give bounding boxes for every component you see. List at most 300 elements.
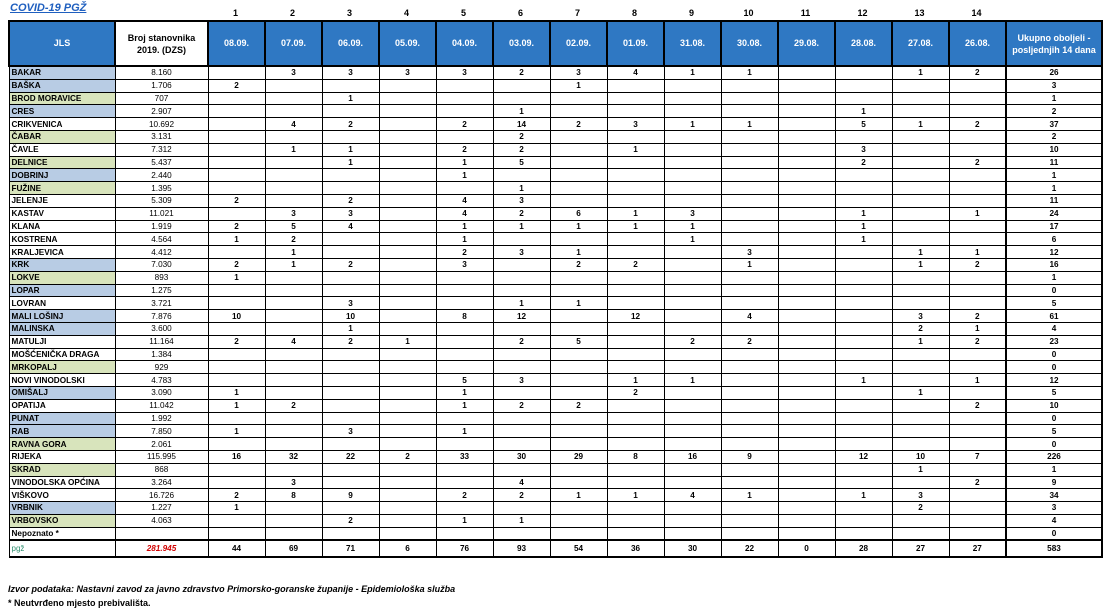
table-row xyxy=(9,271,1102,284)
case-count: 1 xyxy=(835,220,892,233)
case-count xyxy=(949,386,1006,399)
case-count xyxy=(721,79,778,92)
case-count xyxy=(721,182,778,195)
case-count xyxy=(208,169,265,182)
case-count xyxy=(607,130,664,143)
case-count: 1 xyxy=(265,143,322,156)
case-count: 1 xyxy=(208,233,265,246)
case-count: 1 xyxy=(664,374,721,387)
case-count xyxy=(322,527,379,540)
case-count xyxy=(664,92,721,105)
total-cases: 9 xyxy=(1006,476,1102,489)
case-count xyxy=(721,399,778,412)
column-number-row xyxy=(0,8,1024,20)
case-count: 3 xyxy=(835,143,892,156)
header-date: 08.09. xyxy=(208,21,265,66)
case-count xyxy=(493,322,550,335)
case-count xyxy=(493,79,550,92)
population-value: 3.721 xyxy=(115,297,208,310)
case-count: 3 xyxy=(664,207,721,220)
total-cases: 16 xyxy=(1006,258,1102,271)
case-count xyxy=(949,194,1006,207)
case-count xyxy=(379,258,436,271)
case-count xyxy=(379,361,436,374)
case-count xyxy=(664,386,721,399)
case-count: 2 xyxy=(550,399,607,412)
case-count: 2 xyxy=(208,194,265,207)
case-count xyxy=(664,527,721,540)
total-cases: 2 xyxy=(1006,105,1102,118)
case-count: 1 xyxy=(892,335,949,348)
population-value: 2.440 xyxy=(115,169,208,182)
case-count: 12 xyxy=(607,310,664,323)
case-count: 1 xyxy=(835,207,892,220)
case-count: 2 xyxy=(493,143,550,156)
municipality-name: KLANA xyxy=(9,220,115,233)
case-count: 4 xyxy=(607,66,664,79)
case-count: 1 xyxy=(436,425,493,438)
case-count xyxy=(664,502,721,515)
municipality-name: MRKOPALJ xyxy=(9,361,115,374)
case-count xyxy=(265,310,322,323)
case-count xyxy=(949,463,1006,476)
case-count: 1 xyxy=(208,386,265,399)
sum-case-count: 44 xyxy=(208,540,265,557)
case-count xyxy=(892,169,949,182)
case-count: 1 xyxy=(835,374,892,387)
case-count: 16 xyxy=(208,450,265,463)
population-value: 1.275 xyxy=(115,284,208,297)
total-cases: 1 xyxy=(1006,463,1102,476)
case-count xyxy=(778,169,835,182)
case-count xyxy=(721,412,778,425)
case-count xyxy=(322,246,379,259)
case-count xyxy=(379,207,436,220)
case-count xyxy=(550,271,607,284)
case-count xyxy=(493,425,550,438)
case-count: 12 xyxy=(493,310,550,323)
header-population: Broj stanovnika 2019. (DZS) xyxy=(115,21,208,66)
case-count: 2 xyxy=(208,489,265,502)
case-count: 2 xyxy=(550,118,607,131)
case-count xyxy=(778,297,835,310)
case-count xyxy=(436,502,493,515)
case-count xyxy=(208,130,265,143)
case-count xyxy=(664,361,721,374)
case-count: 3 xyxy=(493,374,550,387)
case-count: 14 xyxy=(493,118,550,131)
case-count xyxy=(379,386,436,399)
case-count xyxy=(265,79,322,92)
column-number: 11 xyxy=(800,8,811,18)
case-count xyxy=(208,514,265,527)
municipality-name: BAŠKA xyxy=(9,79,115,92)
case-count xyxy=(778,66,835,79)
case-count xyxy=(664,258,721,271)
municipality-name: OPATIJA xyxy=(9,399,115,412)
case-count xyxy=(721,476,778,489)
case-count xyxy=(949,297,1006,310)
case-count xyxy=(835,527,892,540)
population-value: 11.164 xyxy=(115,335,208,348)
case-count xyxy=(208,348,265,361)
case-count: 1 xyxy=(892,463,949,476)
case-count xyxy=(607,194,664,207)
case-count xyxy=(379,169,436,182)
case-count xyxy=(778,220,835,233)
case-count: 8 xyxy=(436,310,493,323)
municipality-name: VIŠKOVO xyxy=(9,489,115,502)
case-count xyxy=(778,310,835,323)
case-count xyxy=(892,399,949,412)
case-count xyxy=(778,322,835,335)
table-row xyxy=(9,156,1102,169)
case-count xyxy=(949,79,1006,92)
population-value: 7.876 xyxy=(115,310,208,323)
case-count xyxy=(664,271,721,284)
total-cases: 1 xyxy=(1006,169,1102,182)
table-row xyxy=(9,527,1102,540)
case-count: 3 xyxy=(322,297,379,310)
population-value: 929 xyxy=(115,361,208,374)
column-number: 14 xyxy=(971,8,982,18)
case-count: 5 xyxy=(265,220,322,233)
case-count: 29 xyxy=(550,450,607,463)
case-count: 1 xyxy=(436,386,493,399)
case-count xyxy=(721,297,778,310)
case-count xyxy=(721,130,778,143)
table-row xyxy=(9,66,1102,79)
case-count xyxy=(607,297,664,310)
case-count xyxy=(607,271,664,284)
column-number: 7 xyxy=(574,8,580,18)
case-count xyxy=(550,514,607,527)
total-cases: 6 xyxy=(1006,233,1102,246)
population-value: 3.600 xyxy=(115,322,208,335)
population-value: 1.384 xyxy=(115,348,208,361)
case-count xyxy=(265,297,322,310)
population-value: 7.850 xyxy=(115,425,208,438)
case-count: 1 xyxy=(493,105,550,118)
footnote: * Neutvrđeno mjesto prebivališta. xyxy=(8,598,151,608)
case-count xyxy=(208,246,265,259)
case-count: 3 xyxy=(550,66,607,79)
case-count xyxy=(892,374,949,387)
case-count xyxy=(778,258,835,271)
case-count xyxy=(493,361,550,374)
case-count: 1 xyxy=(550,220,607,233)
case-count xyxy=(778,105,835,118)
case-count xyxy=(721,386,778,399)
sum-population: 281.945 xyxy=(115,540,208,557)
case-count: 1 xyxy=(208,399,265,412)
case-count xyxy=(949,502,1006,515)
case-count xyxy=(835,169,892,182)
case-count xyxy=(436,335,493,348)
table-row xyxy=(9,399,1102,412)
table-row xyxy=(9,79,1102,92)
case-count xyxy=(607,438,664,451)
total-cases: 12 xyxy=(1006,246,1102,259)
case-count xyxy=(664,322,721,335)
case-count xyxy=(265,194,322,207)
municipality-name: KOSTRENA xyxy=(9,233,115,246)
case-count xyxy=(265,322,322,335)
table-body xyxy=(9,66,1102,557)
case-count xyxy=(208,284,265,297)
case-count: 2 xyxy=(322,514,379,527)
case-count xyxy=(265,361,322,374)
case-count xyxy=(493,258,550,271)
case-count xyxy=(721,463,778,476)
case-count xyxy=(379,156,436,169)
case-count xyxy=(949,271,1006,284)
case-count: 1 xyxy=(664,118,721,131)
case-count xyxy=(892,271,949,284)
table-row xyxy=(9,143,1102,156)
case-count xyxy=(322,361,379,374)
header-date: 30.08. xyxy=(721,21,778,66)
case-count: 1 xyxy=(379,335,436,348)
case-count xyxy=(436,182,493,195)
case-count xyxy=(493,271,550,284)
case-count: 2 xyxy=(607,258,664,271)
table-row xyxy=(9,258,1102,271)
total-cases: 10 xyxy=(1006,399,1102,412)
case-count xyxy=(322,271,379,284)
header-date: 01.09. xyxy=(607,21,664,66)
case-count xyxy=(607,412,664,425)
case-count xyxy=(436,271,493,284)
case-count xyxy=(550,233,607,246)
case-count: 1 xyxy=(949,374,1006,387)
case-count: 2 xyxy=(949,476,1006,489)
sum-case-count: 22 xyxy=(721,540,778,557)
case-count xyxy=(664,310,721,323)
population-value: 3.090 xyxy=(115,386,208,399)
table-row xyxy=(9,322,1102,335)
case-count: 16 xyxy=(664,450,721,463)
case-count xyxy=(721,514,778,527)
municipality-name: RIJEKA xyxy=(9,450,115,463)
case-count xyxy=(265,514,322,527)
case-count xyxy=(778,476,835,489)
case-count xyxy=(835,399,892,412)
sum-case-count: 76 xyxy=(436,540,493,557)
case-count xyxy=(379,182,436,195)
case-count xyxy=(265,271,322,284)
case-count: 3 xyxy=(322,66,379,79)
sum-case-count: 28 xyxy=(835,540,892,557)
case-count: 1 xyxy=(949,207,1006,220)
table-row xyxy=(9,284,1102,297)
municipality-name: CRIKVENICA xyxy=(9,118,115,131)
total-cases: 11 xyxy=(1006,194,1102,207)
case-count: 2 xyxy=(892,502,949,515)
case-count: 3 xyxy=(721,246,778,259)
case-count xyxy=(949,92,1006,105)
total-cases: 1 xyxy=(1006,182,1102,195)
case-count: 1 xyxy=(436,399,493,412)
case-count xyxy=(778,207,835,220)
case-count xyxy=(550,284,607,297)
table-row xyxy=(9,246,1102,259)
case-count xyxy=(607,425,664,438)
case-count xyxy=(835,258,892,271)
municipality-name: DELNICE xyxy=(9,156,115,169)
table-row xyxy=(9,207,1102,220)
population-value: 4.412 xyxy=(115,246,208,259)
case-count xyxy=(835,130,892,143)
table-row xyxy=(9,374,1102,387)
municipality-name: LOKVE xyxy=(9,271,115,284)
case-count xyxy=(436,79,493,92)
case-count: 1 xyxy=(607,374,664,387)
case-count xyxy=(208,92,265,105)
case-count xyxy=(265,438,322,451)
case-count: 3 xyxy=(493,246,550,259)
case-count: 2 xyxy=(322,118,379,131)
total-cases: 5 xyxy=(1006,425,1102,438)
case-count xyxy=(778,130,835,143)
case-count: 1 xyxy=(436,169,493,182)
case-count: 10 xyxy=(208,310,265,323)
case-count xyxy=(949,412,1006,425)
case-count xyxy=(892,527,949,540)
case-count: 1 xyxy=(208,271,265,284)
municipality-name: LOVRAN xyxy=(9,297,115,310)
case-count xyxy=(778,233,835,246)
case-count: 2 xyxy=(949,156,1006,169)
case-count xyxy=(949,220,1006,233)
case-count: 1 xyxy=(607,489,664,502)
municipality-name: KRK xyxy=(9,258,115,271)
case-count xyxy=(892,361,949,374)
case-count xyxy=(436,361,493,374)
case-count xyxy=(892,194,949,207)
case-count xyxy=(265,105,322,118)
municipality-name: ČAVLE xyxy=(9,143,115,156)
table-row xyxy=(9,386,1102,399)
case-count xyxy=(379,310,436,323)
case-count xyxy=(892,412,949,425)
page-title: COVID-19 PGŽ xyxy=(10,2,87,14)
case-count xyxy=(892,220,949,233)
case-count: 1 xyxy=(607,207,664,220)
case-count xyxy=(379,425,436,438)
case-count xyxy=(892,476,949,489)
case-count xyxy=(607,79,664,92)
table-row xyxy=(9,438,1102,451)
case-count xyxy=(778,514,835,527)
case-count xyxy=(379,130,436,143)
case-count xyxy=(265,374,322,387)
case-count: 1 xyxy=(664,66,721,79)
total-cases: 23 xyxy=(1006,335,1102,348)
case-count: 10 xyxy=(892,450,949,463)
case-count xyxy=(379,79,436,92)
case-count: 1 xyxy=(436,156,493,169)
case-count: 10 xyxy=(322,310,379,323)
table-row xyxy=(9,130,1102,143)
case-count xyxy=(493,527,550,540)
case-count xyxy=(721,348,778,361)
case-count xyxy=(721,271,778,284)
population-value: 2.907 xyxy=(115,105,208,118)
case-count: 1 xyxy=(721,489,778,502)
case-count: 1 xyxy=(322,322,379,335)
case-count xyxy=(892,207,949,220)
case-count: 3 xyxy=(265,476,322,489)
case-count: 2 xyxy=(493,66,550,79)
case-count xyxy=(778,79,835,92)
total-cases: 0 xyxy=(1006,438,1102,451)
case-count xyxy=(607,246,664,259)
case-count: 1 xyxy=(835,233,892,246)
population-value: 11.042 xyxy=(115,399,208,412)
case-count xyxy=(208,527,265,540)
case-count: 1 xyxy=(949,322,1006,335)
case-count xyxy=(949,169,1006,182)
case-count xyxy=(892,182,949,195)
municipality-name: VRBNIK xyxy=(9,502,115,515)
case-count xyxy=(949,489,1006,502)
case-count xyxy=(607,284,664,297)
case-count xyxy=(550,527,607,540)
header-date: 06.09. xyxy=(322,21,379,66)
covid-cases-table xyxy=(8,20,1103,558)
case-count xyxy=(379,412,436,425)
case-count: 1 xyxy=(835,489,892,502)
case-count xyxy=(379,322,436,335)
case-count xyxy=(208,143,265,156)
case-count xyxy=(892,233,949,246)
sum-case-count: 93 xyxy=(493,540,550,557)
column-number: 8 xyxy=(631,8,637,18)
case-count xyxy=(835,310,892,323)
case-count xyxy=(550,463,607,476)
case-count xyxy=(493,92,550,105)
case-count xyxy=(778,399,835,412)
case-count xyxy=(379,297,436,310)
case-count xyxy=(778,118,835,131)
case-count xyxy=(550,169,607,182)
case-count xyxy=(607,233,664,246)
case-count: 4 xyxy=(721,310,778,323)
case-count xyxy=(550,92,607,105)
population-value: 707 xyxy=(115,92,208,105)
case-count xyxy=(379,220,436,233)
case-count xyxy=(550,502,607,515)
case-count: 2 xyxy=(493,130,550,143)
case-count: 3 xyxy=(436,258,493,271)
case-count xyxy=(265,463,322,476)
case-count: 1 xyxy=(550,79,607,92)
sum-case-count: 27 xyxy=(949,540,1006,557)
case-count xyxy=(208,438,265,451)
case-count xyxy=(778,438,835,451)
case-count xyxy=(208,361,265,374)
case-count: 4 xyxy=(265,118,322,131)
population-value: 5.437 xyxy=(115,156,208,169)
population-value: 1.706 xyxy=(115,79,208,92)
sum-case-count: 36 xyxy=(607,540,664,557)
case-count xyxy=(892,438,949,451)
case-count xyxy=(664,182,721,195)
case-count xyxy=(436,297,493,310)
case-count: 1 xyxy=(892,386,949,399)
case-count xyxy=(436,105,493,118)
